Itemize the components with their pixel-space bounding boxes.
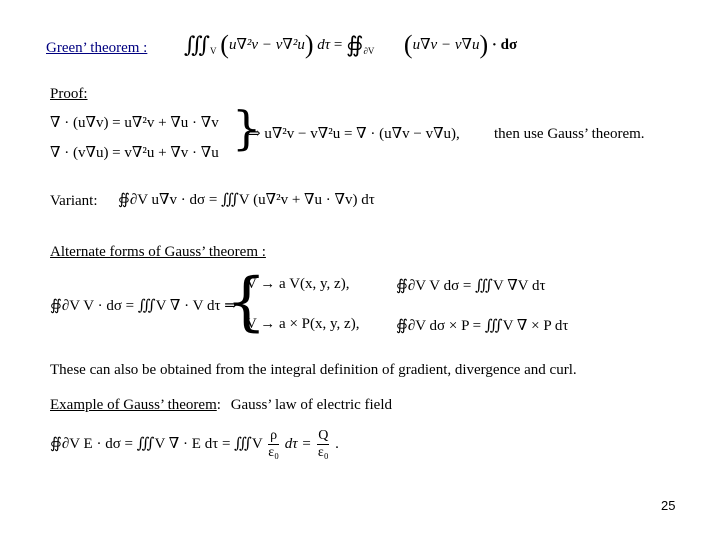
proof-suffix: then use Gauss’ theorem. xyxy=(494,126,645,142)
gauss-law-equation xyxy=(50,428,339,461)
example-heading: Example of Gauss’ theorem xyxy=(50,397,217,413)
variant-label: Variant: xyxy=(50,193,98,209)
gauss-law-measure: dτ = xyxy=(284,435,312,452)
integral-domain: V xyxy=(210,46,217,56)
proof-line-1: ∇ · (u∇v) = u∇²v + ∇u · ∇v xyxy=(50,115,219,131)
gauss-theorem-equation: ∯∂V V · dσ = ∭V ∇ · V dτ ⇒ xyxy=(50,298,237,314)
alternate-case-1: V → a V(x, y, z), xyxy=(246,276,350,292)
green-rhs-integrand: u∇v − v∇u xyxy=(412,37,480,53)
alternate-forms-heading: Alternate forms of Gauss’ theorem : xyxy=(50,244,266,260)
fraction-denominator-epsilon: ε₀ xyxy=(268,445,279,460)
green-theorem-equation: $∭_V$ (u∇²v − v∇²u) $d\tau = ∯_{\partial V}$ (u∇v − v∇u) · dσ xyxy=(184,30,518,59)
alternate-result-1: ∯∂V V dσ = ∭V ∇V dτ xyxy=(396,278,546,294)
page-number: 25 xyxy=(661,498,676,513)
triple-integral-symbol: ∭ xyxy=(184,32,211,57)
fraction-numerator-rho: ρ xyxy=(270,428,278,443)
example-colon: : xyxy=(216,397,221,413)
green-rhs-measure: · dσ xyxy=(491,37,518,53)
integral-definition-note: These can also be obtained from the integral definition of gradient, divergence and curl. xyxy=(50,362,577,378)
fraction-denominator-epsilon-2: ε₀ xyxy=(317,445,329,460)
green-lhs-integrand: u∇²v − v∇²u xyxy=(228,37,305,53)
alternate-brace: { xyxy=(226,265,267,339)
gauss-law-lhs: ∯∂V E · dσ = ∭V ∇ · E dτ = ∭V xyxy=(50,435,263,452)
alternate-result-2: ∯∂V dσ × P = ∭V ∇ × P dτ xyxy=(396,318,569,334)
green-lhs-measure: dτ xyxy=(317,37,331,53)
closed-surface-integral-symbol: ∯ xyxy=(346,32,364,57)
variant-equation: ∯∂V u∇v · dσ = ∭V (u∇²v + ∇u · ∇v) dτ xyxy=(118,192,375,208)
example-title: Gauss’ law of electric field xyxy=(230,397,393,413)
fraction-numerator-q: Q xyxy=(318,428,329,443)
equation-period: . xyxy=(335,435,339,452)
equals-sign: = xyxy=(333,37,343,53)
charge-fraction xyxy=(317,428,329,461)
alternate-case-2: V → a × P(x, y, z), xyxy=(246,316,360,332)
example-heading-row xyxy=(50,397,392,414)
proof-equations xyxy=(50,112,219,164)
charge-density-fraction xyxy=(268,428,279,461)
surface-domain: ∂V xyxy=(363,46,375,56)
proof-implication: ⇒ u∇²v − v∇²u = ∇ · (u∇v − v∇u), xyxy=(248,126,460,142)
proof-line-2: ∇ · (v∇u) = v∇²u + ∇v · ∇u xyxy=(50,145,219,161)
proof-brace: } xyxy=(232,101,262,155)
proof-heading: Proof: xyxy=(50,86,88,102)
green-theorem-heading: Green’ theorem : xyxy=(46,40,148,56)
